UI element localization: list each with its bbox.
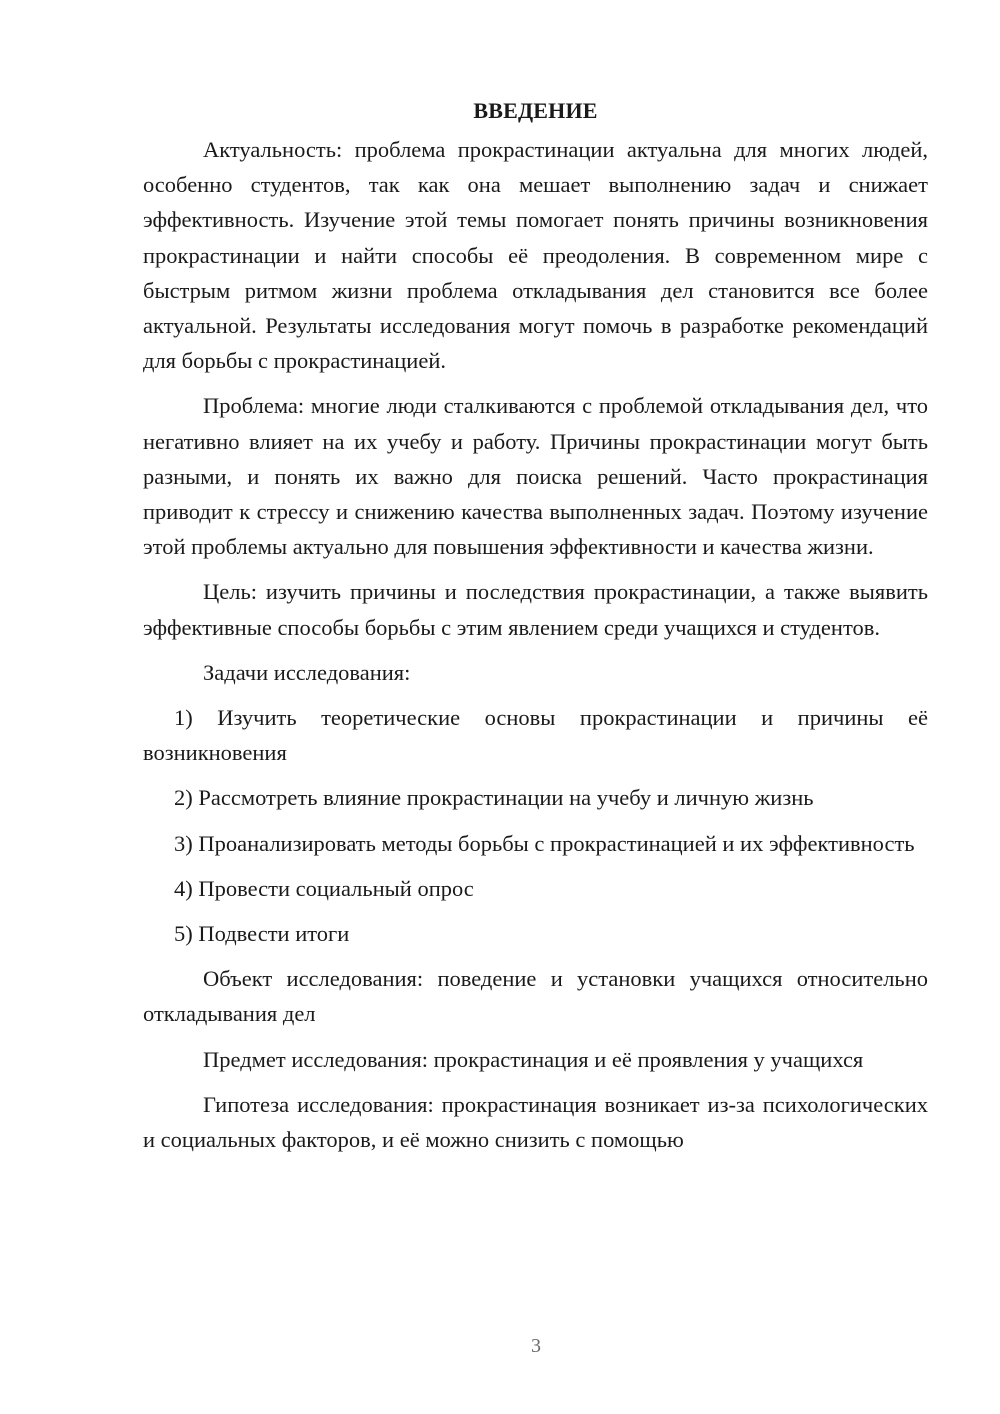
page-number: 3 [531, 1335, 541, 1357]
task-item-5: 5) Подвести итоги [174, 921, 350, 947]
task-item-4: 4) Провести социальный опрос [174, 875, 474, 901]
relevance-paragraph: Актуальность: проблема прокрастинации актуальна для многих людей, особенно студентов, так как она мешает выполнению задач и снижает эффективность. Изучение этой темы помогает понять причины возникновения прокрастинации и найти способы её преодоления. В современном мире с быстрым ритмом жизни проблема откладывания дел становится все более актуальной. Результаты исследования могут помочь в разработке рекомендаций для борьбы с прокрастинацией. [143, 137, 928, 374]
hypothesis-paragraph: Гипотеза исследования: прокрастинация возникает из-за психологических и социальных факторов, и её можно снизить с помощью [143, 1091, 928, 1153]
page-title: ВВЕДЕНИЕ [473, 98, 598, 123]
goal-paragraph: Цель: изучить причины и последствия прокрастинации, а также выявить эффективные способы борьбы с этим явлением среди учащихся и студентов. [143, 579, 928, 640]
document-page [143, 93, 928, 1167]
tasks-list [143, 700, 928, 951]
task-item-2: 2) Рассмотреть влияние прокрастинации на учебу и личную жизнь [174, 785, 814, 811]
problem-paragraph: Проблема: многие люди сталкиваются с проблемой откладывания дел, что негативно влияет на их учебу и работу. Причины прокрастинации могут быть разными, и понять их важно для поиска решений. Часто прокрастинация приводит к стрессу и снижению качества выполненных задач. Поэтому изучение этой проблемы актуально для повышения эффективности и качества жизни. [143, 393, 928, 560]
object-paragraph: Объект исследования: поведение и установки учащихся относительно откладывания дел [143, 966, 928, 1027]
subject-paragraph: Предмет исследования: прокрастинация и её проявления у учащихся [203, 1046, 864, 1072]
task-item-1: 1) Изучить теоретические основы прокрастинации и причины её возникновения [143, 705, 928, 766]
tasks-heading: Задачи исследования: [203, 659, 411, 685]
task-item-3: 3) Проанализировать методы борьбы с прокрастинацией и их эффективность [174, 830, 915, 856]
